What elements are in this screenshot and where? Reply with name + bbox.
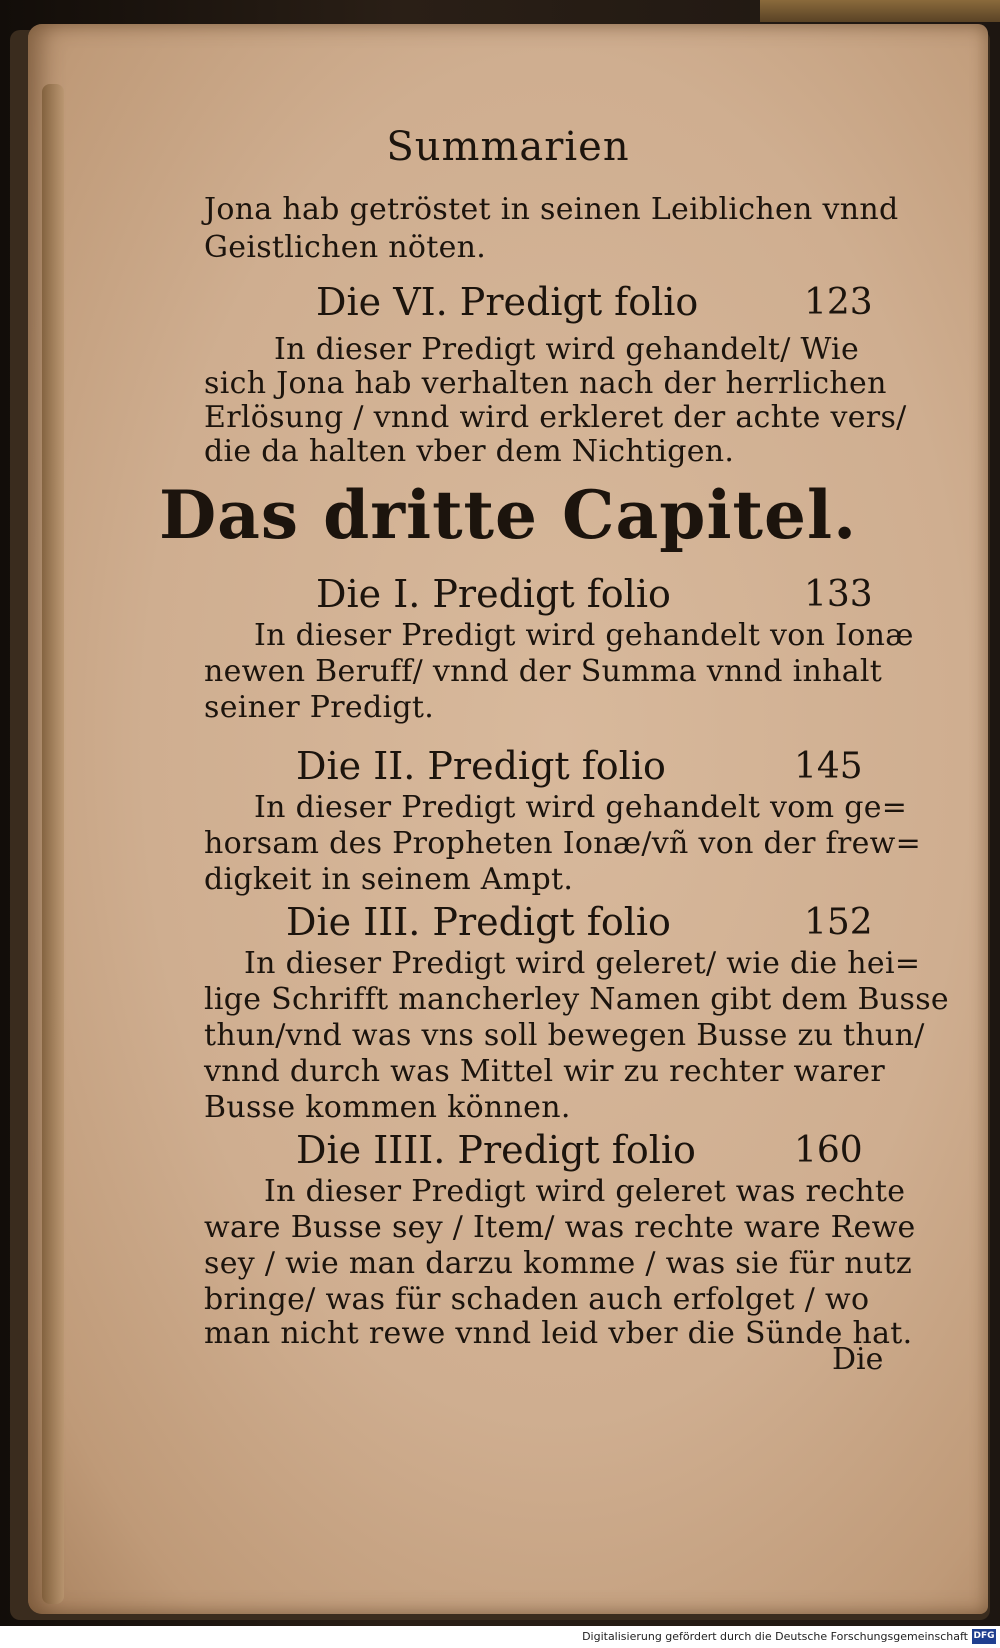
folio-number: 123 — [804, 282, 873, 323]
text-line: lige Schrifft mancherley Namen gibt dem Busse — [204, 982, 949, 1017]
text-line: Busse kommen können. — [204, 1090, 571, 1125]
text-line: In dieser Predigt wird gehandelt von Ionæ — [254, 618, 914, 653]
folio-number: 152 — [804, 902, 873, 943]
book-edge — [760, 0, 1000, 22]
sermon-heading: Die VI. Predigt folio — [316, 280, 699, 324]
text-line: In dieser Predigt wird gehandelt/ Wie — [274, 332, 860, 367]
text-line: newen Beruff/ vnnd der Summa vnnd inhalt — [204, 654, 883, 689]
folio-number: 145 — [794, 746, 863, 787]
text-line: thun/vnd was vns soll bewegen Busse zu thun/ — [204, 1018, 925, 1053]
dfg-logo-icon: DFG — [972, 1629, 996, 1644]
catchword: Die — [832, 1342, 884, 1377]
text-line: Erlösung / vnnd wird erkleret der achte vers/ — [204, 400, 907, 435]
text-line: seiner Predigt. — [204, 690, 435, 725]
page-text — [28, 24, 988, 1614]
text-line: horsam des Propheten Ionæ/vñ von der frew= — [204, 826, 922, 861]
sermon-heading: Die II. Predigt folio — [296, 744, 666, 788]
folio-number: 160 — [794, 1130, 863, 1171]
text-line: sich Jona hab verhalten nach der herrlichen — [204, 366, 887, 401]
chapter-title: Das dritte Capitel. — [158, 476, 858, 554]
running-head: Summarien — [386, 124, 630, 170]
sermon-heading: Die IIII. Predigt folio — [296, 1128, 696, 1172]
text-line: In dieser Predigt wird geleret/ wie die hei= — [244, 946, 921, 981]
funding-credit: Digitalisierung gefördert durch die Deutsche Forschungsgemeinschaft — [582, 1630, 968, 1643]
text-line: bringe/ was für schaden auch erfolget / wo — [204, 1282, 870, 1317]
sermon-heading: Die III. Predigt folio — [286, 900, 671, 944]
text-line: sey / wie man darzu komme / was sie für nutz — [204, 1246, 912, 1281]
text-line: die da halten vber dem Nichtigen. — [204, 434, 735, 469]
text-line: digkeit in seinem Ampt. — [204, 862, 574, 897]
text-line: Jona hab getröstet in seinen Leiblichen vnnd — [204, 192, 899, 227]
folio-number: 133 — [804, 574, 873, 615]
scanned-page — [28, 24, 988, 1614]
text-line: In dieser Predigt wird geleret was rechte — [264, 1174, 906, 1209]
text-line: man nicht rewe vnnd leid vber die Sünde hat. — [204, 1316, 913, 1351]
text-line: vnnd durch was Mittel wir zu rechter warer — [204, 1054, 885, 1089]
text-line: Geistlichen nöten. — [204, 230, 487, 265]
credit-footer — [0, 1626, 1000, 1648]
text-line: In dieser Predigt wird gehandelt vom ge= — [254, 790, 908, 825]
sermon-heading: Die I. Predigt folio — [316, 572, 671, 616]
text-line: ware Busse sey / Item/ was rechte ware Rewe — [204, 1210, 916, 1245]
